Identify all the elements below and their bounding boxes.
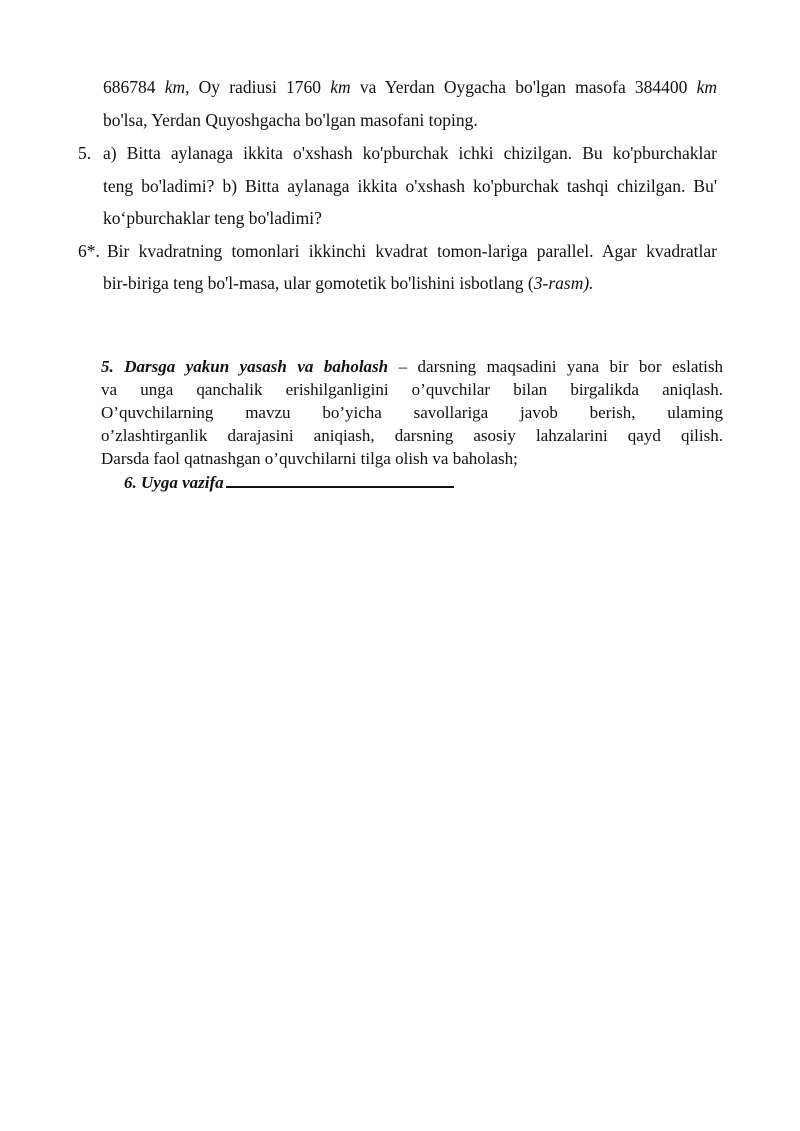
section-5-line-4: o’zlashtirganlik darajasini aniqiash, darsning asosiy lahzalarini qayd qilish.: [101, 426, 723, 445]
problem-6-line-2: bir-biriga teng bo'l-masa, ular gomotetik bo'lishini isbotlang (3-rasm).: [103, 273, 594, 293]
section-5-line-5: Darsda faol qatnashgan o’quvchilarni tilga olish va baholash;: [101, 449, 518, 468]
problem-5-line-2: teng bo'ladimi? b) Bitta aylanaga ikkita o'xshash ko'pburchak tashqi chizilgan. Bu': [103, 176, 717, 196]
problem-5-line-3: koʻpburchaklar teng bo'ladimi?: [103, 208, 322, 228]
problem-6-line-1: Bir kvadratning tomonlari ikkinchi kvadrat tomon-lariga parallel. Agar kvadratlar: [107, 241, 717, 261]
section-5-line-1: 5. Darsga yakun yasash va baholash – darsning maqsadini yana bir bor eslatish: [101, 357, 723, 376]
answer-blank-line: [226, 472, 454, 488]
problem-4-line-1: 686784 km, Oy radiusi 1760 km va Yerdan Oygacha bo'lgan masofa 384400 km: [103, 77, 717, 97]
section-5-line-3: O’quvchilarning mavzu bo’yicha savollariga javob berish, ulaming: [101, 403, 723, 422]
problem-4-line-2: bo'lsa, Yerdan Quyoshgacha bo'lgan masofani toping.: [103, 110, 478, 130]
section-5-heading: 5. Darsga yakun yasash va baholash: [101, 357, 389, 376]
section-5-line-2: va unga qanchalik erishilganligini o’quvchilar bilan birgalikda aniqlash.: [101, 380, 723, 399]
section-6-heading: 6. Uyga vazifa: [124, 473, 224, 492]
problem-5-line-1: a) Bitta aylanaga ikkita o'xshash ko'pburchak ichki chizilgan. Bu ko'pburchaklar: [103, 143, 717, 163]
problem-6-number: 6*.: [78, 241, 100, 261]
section-6-line: [124, 472, 454, 493]
problem-5-number: 5.: [78, 143, 92, 163]
